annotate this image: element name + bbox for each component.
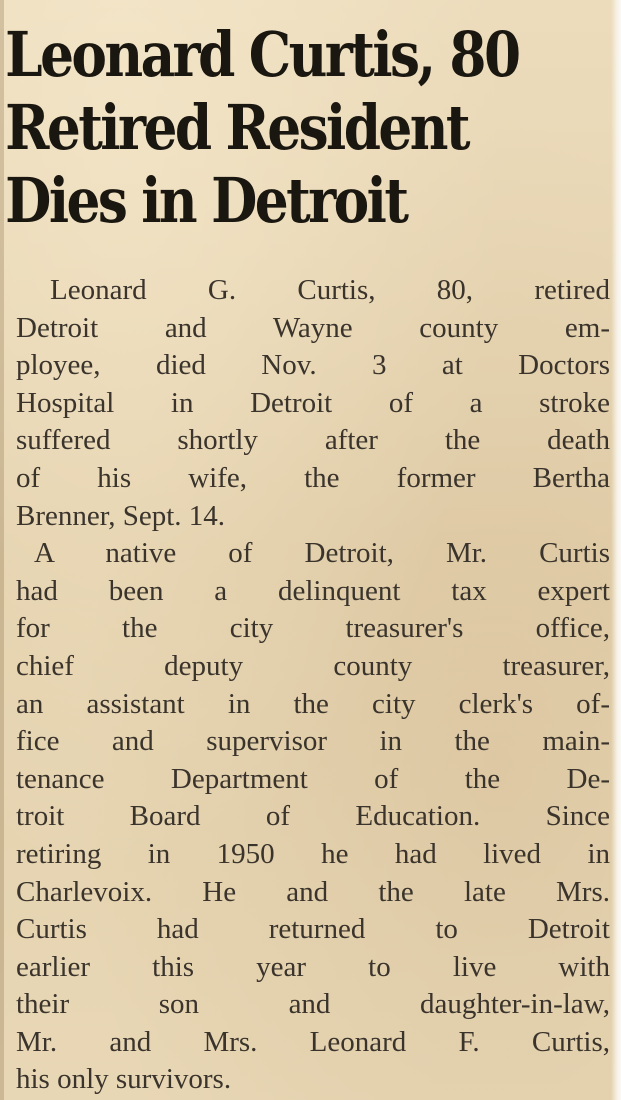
text-line: troit Board of Education. Since	[16, 800, 610, 833]
headline-line: Dies in Detroit	[5, 164, 407, 237]
text-line: for the city treasurer's office,	[16, 612, 610, 645]
text-line: chief deputy county treasurer,	[16, 649, 610, 682]
text-line: Mr. and Mrs. Leonard F. Curtis,	[16, 1025, 610, 1058]
paragraph-2	[16, 535, 610, 1099]
text-line: Hospital in Detroit of a stroke	[16, 386, 610, 419]
article-body	[16, 272, 610, 1099]
text-line: their son and daughter-in-law,	[16, 988, 610, 1021]
text-line: earlier this year to live with	[16, 950, 610, 983]
text-line: had been a delinquent tax expert	[16, 574, 610, 607]
text-line: Leonard G. Curtis, 80, retired	[50, 274, 610, 306]
headline-line: Retired Resident	[5, 91, 468, 164]
text-line: Detroit and Wayne county em-	[16, 311, 610, 344]
headline	[0, 0, 534, 237]
text-line: retiring in 1950 he had lived in	[16, 837, 610, 870]
text-line: A native of Detroit, Mr. Curtis	[34, 537, 610, 570]
text-line: suffered shortly after the death	[16, 424, 610, 457]
text-line: an assistant in the city clerk's of-	[16, 687, 610, 720]
text-line: Charlevoix. He and the late Mrs.	[16, 875, 610, 908]
text-line: ployee, died Nov. 3 at Doctors	[16, 349, 610, 382]
text-line: his only survivors.	[16, 1063, 232, 1096]
paragraph-1	[16, 272, 610, 535]
clipping-right-edge	[611, 0, 621, 1100]
text-line: Brenner, Sept. 14.	[16, 499, 226, 532]
text-line: of his wife, the former Bertha	[16, 461, 610, 494]
text-line: tenance Department of the De-	[16, 762, 610, 795]
text-line: Curtis had returned to Detroit	[16, 913, 610, 946]
text-line: fice and supervisor in the main-	[16, 725, 610, 758]
headline-line: Leonard Curtis, 80	[5, 18, 519, 91]
